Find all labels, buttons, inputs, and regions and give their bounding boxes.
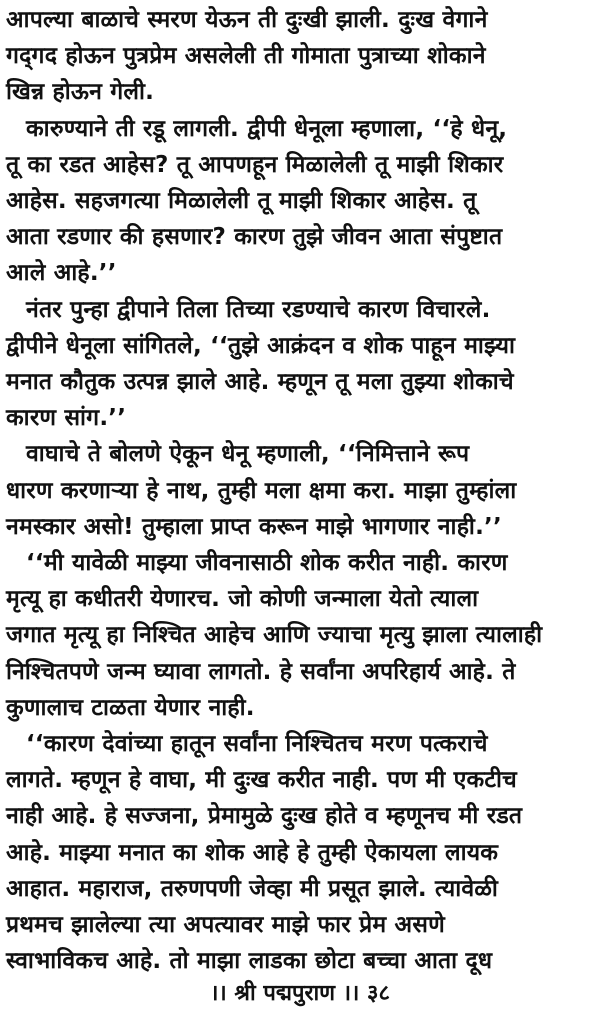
text-line: आहेस. सहजगत्या मिळालेली तू माझी शिकार आहेस. तू: [6, 188, 477, 214]
text-line: मनात कौतुक उत्पन्न झाले आहे. म्हणून तू मला तुझ्या शोकाचे: [6, 369, 514, 395]
text-line: नाही आहे. हे सज्जना, प्रेमामुळे दुःख होते व म्हणूनच मी रडत: [6, 803, 523, 830]
page-footer: ।। श्री पद्मपुराण ।। ३८: [210, 981, 390, 1006]
text-line: धारण करणाऱ्या हे नाथ, तुम्ही मला क्षमा करा. माझा तुम्हांला: [6, 477, 517, 504]
text-line: आपल्या बाळाचे स्मरण येऊन ती दुःखी झाली. दुःख वेगाने: [6, 7, 488, 33]
text-line: निश्चितपणे जन्म घ्यावा लागतो. हे सर्वांना अपरिहार्य आहे. ते: [6, 658, 516, 685]
text-line: खिन्न होऊन गेली.: [6, 79, 155, 106]
text-line: कारण सांग.’’: [6, 405, 127, 432]
text-line: स्वाभाविकच आहे. तो माझा लाडका छोटा बच्चा आता दूध: [6, 948, 493, 975]
text-line: प्रथमच झालेल्या त्या अपत्यावर माझे फार प्रेम असणे: [6, 912, 445, 938]
text-line: तू का रडत आहेस? तू आपणहून मिळालेली तू माझी शिकार: [6, 151, 504, 178]
text-line: गद्‌गद होऊन पुत्रप्रेम असलेली ती गोमाता पुत्राच्या शोकाने: [6, 43, 486, 70]
text-line: द्वीपीने धेनूला सांगितले, ‘‘तुझे आक्रंदन व शोक पाहून माझ्या: [6, 332, 516, 359]
text-line: आले आहे.’’: [6, 260, 117, 287]
text-line: आता रडणार की हसणार? कारण तुझे जीवन आता संपुष्टात: [6, 224, 503, 251]
text-line: नंतर पुन्हा द्वीपाने तिला तिच्या रडण्याचे कारण विचारले.: [26, 296, 491, 323]
text-line: जगात मृत्यू हा निश्चित आहेच आणि ज्याचा मृत्यु झाला त्यालाही: [6, 622, 543, 649]
text-line: ‘‘कारण देवांच्या हातून सर्वांना निश्चितच मरण पत्कराचे: [26, 731, 488, 757]
text-line: कुणालाच टाळता येणार नाही.: [6, 694, 255, 721]
text-line: कारुण्याने ती रडू लागली. द्वीपी धेनूला म्हणाला, ‘‘हे धेनू,: [26, 115, 508, 142]
text-line: नमस्कार असो! तुम्हाला प्राप्त करून माझे भागणार नाही.’’: [6, 513, 502, 540]
text-line: ‘‘मी यावेळी माझ्या जीवनासाठी शोक करीत नाही. कारण: [26, 550, 508, 576]
text-line: मृत्यू हा कधीतरी येणारच. जो कोणी जन्माला येतो त्याला: [6, 586, 479, 613]
text-line: आहात. महाराज, तरुणपणी जेव्हा मी प्रसूत झाले. त्यावेळी: [6, 875, 499, 902]
text-line: वाघाचे ते बोलणे ऐकून धेनू म्हणाली, ‘‘निमित्ताने रूप: [26, 441, 470, 468]
text-line: लागते. म्हणून हे वाघा, मी दुःख करीत नाही. पण मी एकटीच: [6, 767, 517, 794]
text-line: आहे. माझ्या मनात का शोक आहे हे तुम्ही ऐकायला लायक: [6, 839, 499, 866]
